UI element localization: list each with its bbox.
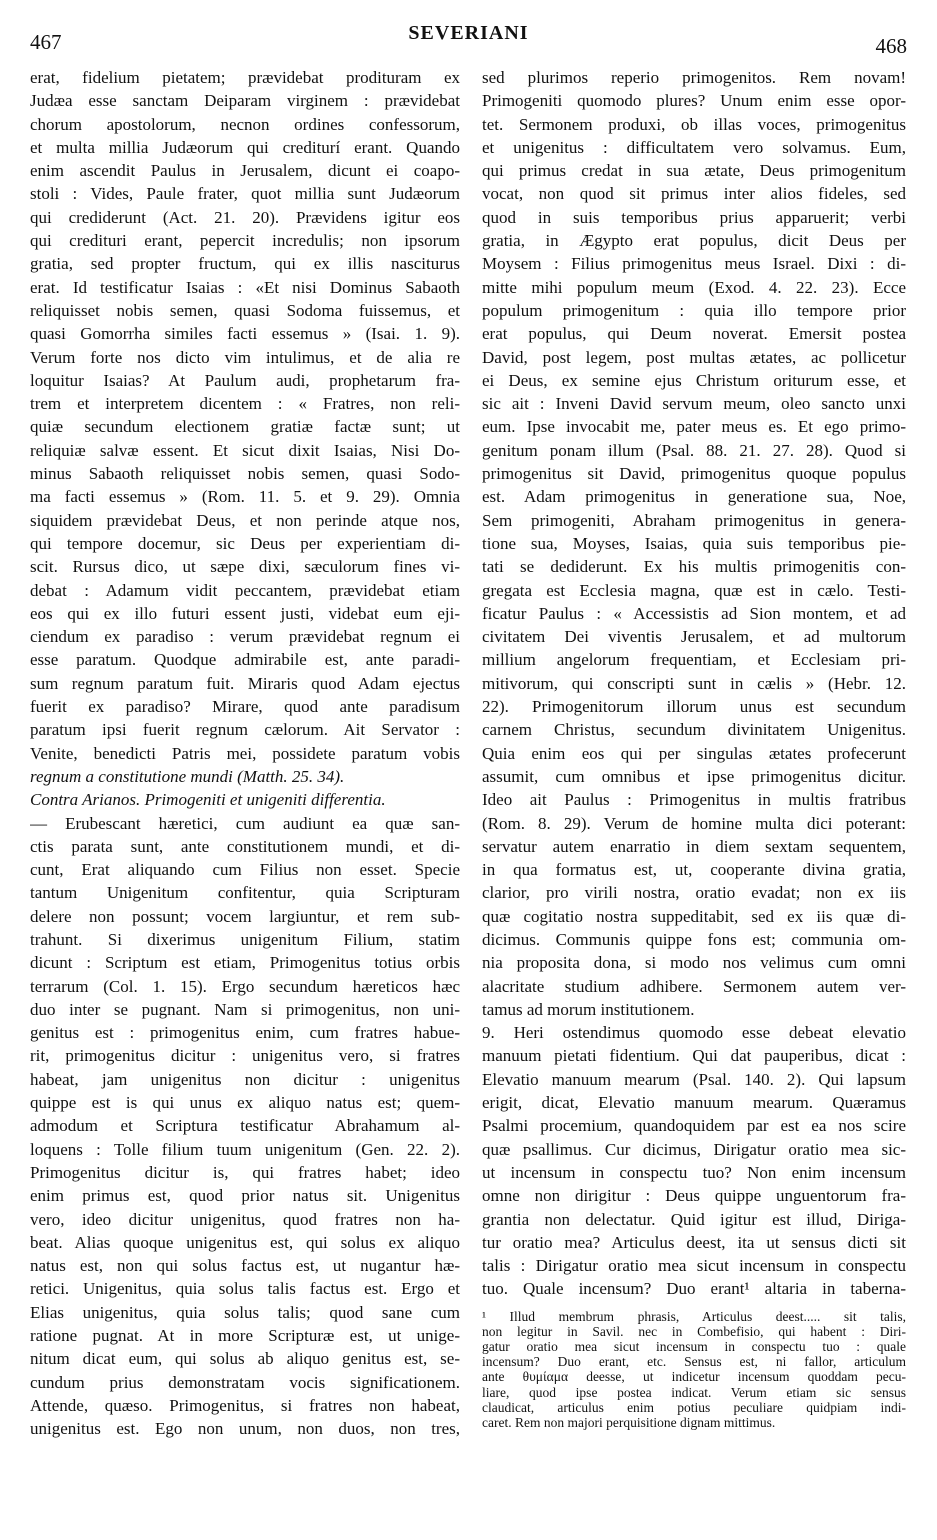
text-line: scit. Rursus dico, ut sæpe dixi, sæculorum fines vi- (30, 557, 460, 577)
text-line: tati se dediderunt. Ex his multis primogenitis con- (482, 557, 906, 577)
text-line: 9. Heri ostendimus quomodo esse debeat elevatio (482, 1023, 906, 1043)
text-line: terrarum (Col. 1. 15). Ergo secundum hæreticos hæc (30, 976, 460, 996)
text-line: eos qui ex illo futuri essent justi, videbat eum eji- (30, 603, 460, 623)
text-line: sed plurimos reperio primogenitos. Rem novam! (482, 68, 906, 87)
text-line: duo inter se pugnant. Nam si primogenitus, non uni- (30, 999, 460, 1019)
text-line: habeat, jam unigenitus non dicitur : unigenitus (30, 1069, 460, 1089)
text-line: quiæ secundum electionem gratiæ factæ sunt; ut (30, 417, 460, 437)
page-header (0, 10, 937, 58)
running-head: SEVERIANI (408, 22, 529, 44)
text-line: vocat, non quod sit primus inter alios fideles, sed (482, 184, 906, 204)
text-line: Elias unigenitus, quia solus talis; quod sane cum (30, 1302, 460, 1322)
text-line: Ideo ait Paulus : Primogenitus in multis fratribus (482, 790, 906, 810)
footnote-line: non legitur in Savil. nec in Combefisio, qui habent : Diri- (482, 1323, 906, 1339)
text-line: esse paratum. Quodque admirabile est, ante paradi- (30, 650, 460, 670)
text-line: Sem primogeniti, Abraham primogenitus in genera- (482, 510, 906, 530)
text-line: ciendum ex paradiso : verum prævidebat regnum ei (30, 627, 460, 647)
right-column (482, 66, 906, 1430)
text-line: tet. Sermonem produxi, ob illas voces, primogenitus (482, 114, 906, 134)
text-line: beat. Alias quoque unigenitus est, qui solus ex aliquo (30, 1232, 460, 1252)
text-line: (Rom. 8. 29). Verum de homine multa dici poterant: (482, 813, 906, 833)
text-line: mitte mihi populum meum (Exod. 4. 22. 23). Ecce (482, 277, 906, 297)
text-line: ei Deus, ex semine ejus Christum oriturum esse, et (482, 370, 906, 390)
text-line: Elevatio manuum mearum (Psal. 140. 2). Qui lapsum (482, 1069, 906, 1089)
text-line: Attende, quæso. Primogenitus, si fratres non habeat, (30, 1395, 460, 1415)
text-line: sum regnum paratum fuit. Miraris quod Adam ejectus (30, 673, 460, 693)
footnote-line: caret. Rem non majori perquisitione dignam mittimus. (482, 1415, 776, 1431)
text-line: millium angelorum frequentiam, et Ecclesiam pri- (482, 650, 906, 670)
text-line: debat : Adamum vidit peccantem, prævidebat etiam (30, 580, 460, 600)
text-line: chorum apostolorum, necnon ordines confessorum, (30, 114, 460, 134)
text-line: ratione pugnat. At in more Scripturæ est, ut unige- (30, 1326, 460, 1346)
text-line: tamus ad morum institutionem. (482, 999, 695, 1019)
text-line: talis : Dirigatur oratio mea sicut incensum in conspectu (482, 1256, 906, 1276)
text-line: reliquisset nobis semen, quasi Sodoma fuissemus, et (30, 300, 460, 320)
text-line: eum. Ipse invocabit me, pater meus es. Et ego primo- (482, 417, 906, 437)
text-line: ma facti essemus » (Rom. 11. 5. et 9. 29). Omnia (30, 487, 460, 507)
text-line: Primogeniti quomodo plures? Unum enim esse opor- (482, 91, 906, 111)
text-line: quod in suis temporibus prius apparuerit; verbi (482, 207, 906, 227)
page-number-right: 468 (875, 34, 907, 58)
text-line: — Erubescant hæretici, cum audiunt ea quæ san- (30, 813, 460, 833)
text-line: Contra Arianos. Primogeniti et unigeniti differentia. (30, 790, 386, 810)
text-line: Quia enim eos qui per singulas ætates profecerunt (482, 743, 906, 763)
left-column (30, 66, 460, 1441)
right-column-text (482, 66, 906, 1301)
text-line: servatur autem enarratio in diem sextam sequentem, (482, 836, 906, 856)
text-line: mitivorum, qui conscripti sunt in cælis » (Hebr. 12. (482, 673, 906, 693)
footnotes (482, 1309, 906, 1431)
text-line: est. Adam primogenitus in generatione sua, Noe, (482, 487, 906, 507)
text-line: tur oratio mea? Articulus deest, ita ut sensus dicti sit (482, 1232, 906, 1252)
text-line: rit, primogenitus dicitur : unigenitus vero, si fratres (30, 1046, 460, 1066)
text-line: tuo. Quale incensum? Duo erant¹ altaria in taberna- (482, 1279, 906, 1299)
text-line: tantum Unigenitum confitentur, quia Scripturam (30, 883, 460, 903)
text-line: qui crediderunt (Act. 21. 20). Prævidens igitur eos (30, 207, 460, 227)
text-line: David, post legem, post multas ætates, ac pollicetur (482, 347, 906, 367)
text-line: cundum prius demonstratam vocis significationem. (30, 1372, 460, 1392)
text-line: erat. Id testificatur Isaias : «Et nisi Dominus Sabaoth (30, 277, 460, 297)
text-line: retici. Unigenitus, quia solus talis factus est. Ergo et (30, 1279, 460, 1299)
text-line: unigenitus est. Ego non unum, non duos, non tres, (30, 1419, 460, 1439)
text-line: omne non dirigitur : Deus quippe unguentorum fra- (482, 1186, 906, 1206)
text-line: ctis parata sunt, ante constitutionem mundi, et di- (30, 836, 460, 856)
text-line: minus Sabaoth reliquisset nobis semen, quasi Sodo- (30, 464, 460, 484)
text-line: populum primogenitum : quia illo tempore prior (482, 300, 906, 320)
text-line: siquidem prævidebat Deus, et non perinde atque nos, (30, 510, 460, 530)
text-line: erat, fidelium pietatem; prævidebat prodituram ex (30, 68, 460, 87)
footnote-line: ¹ Illud membrum phrasis, Articulus deest..... sit talis, (482, 1308, 906, 1324)
text-line: trahunt. Si dixerimus unigenitum Filium, statim (30, 929, 460, 949)
text-line: et multa millia Judæorum qui crediturí erant. Quando (30, 137, 460, 157)
text-line: dicunt : Scriptum est etiam, Primogenitus totius orbis (30, 953, 460, 973)
footnote-line: claudicat, articulus enim potius peculiare quidpiam indi- (482, 1399, 906, 1415)
text-line: 22). Primogenitorum illorum unus est secundum (482, 697, 906, 717)
text-line: gratia, in Ægypto erat populus, dicit Deus per (482, 231, 906, 251)
text-line: et unigenitus : difficultatem vero solvamus. Eum, (482, 137, 906, 157)
text-line: Primogenitus dicitur is, qui fratres habet; ideo (30, 1162, 460, 1182)
text-line: quasi Gomorrha similes facti essemus » (Isai. 1. 9). (30, 324, 460, 344)
text-line: in qua formatus est, ut, cooperante divina gratia, (482, 860, 906, 880)
text-line: quippe est is qui unus ex aliquo natus est; quem- (30, 1093, 460, 1113)
text-line: enim ascendit Paulus in Jerusalem, dicunt ei coapo- (30, 161, 460, 181)
text-line: Psalmi procemium, quandoquidem par est ea nos scire (482, 1116, 906, 1136)
text-line: quæ cogitatio nostra suppeditabit, sed ex iis quæ di- (482, 906, 906, 926)
text-line: alacritate studium adhibere. Sermonem autem ver- (482, 976, 906, 996)
footnote-line: ante θυμίαμα deesse, ut indicetur incensum quoddam pecu- (482, 1369, 906, 1385)
text-line: genitus est : primogenitus enim, cum fratres habue- (30, 1023, 460, 1043)
text-line: ficatur Paulus : « Accessistis ad Sion montem, et ad (482, 603, 906, 623)
text-line: Verum forte nos dicto vim intulimus, et de alia re (30, 347, 460, 367)
text-line: erigit, dicat, Elevatio manuum mearum. Quæramus (482, 1093, 906, 1113)
text-line: civitatem Dei viventis Jerusalem, et ad multorum (482, 627, 906, 647)
text-line: Moysem : Filius primogenitus meus Israel. Dixi : di- (482, 254, 906, 274)
text-line: vero, ideo dicitur unigenitus, quod fratres non ha- (30, 1209, 460, 1229)
text-line: gregata est Ecclesia magna, quæ est in cælo. Testi- (482, 580, 906, 600)
text-line: trem et interpretem dicentem : « Fratres, non reli- (30, 394, 460, 414)
text-line: Judæa esse sanctam Deiparam virginem : prævidebat (30, 91, 460, 111)
text-line: genitum ponam illum (Psal. 88. 21. 27. 28). Quod si (482, 440, 906, 460)
text-line: delere non possunt; vocem largiuntur, et rem sub- (30, 906, 460, 926)
text-line: quæ psallimus. Cur dicimus, Dirigatur oratio mea sic- (482, 1139, 906, 1159)
text-line: qui tempore docemur, sic Deus per experientiam di- (30, 533, 460, 553)
text-line: loquitur Isaias? At Paulum audi, prophetarum fra- (30, 370, 460, 390)
text-line: enim primus est, quod prior natus sit. Unigenitus (30, 1186, 460, 1206)
footnote-line: gatur oratio mea sicut incensum in conspectu tuo : quale (482, 1339, 906, 1355)
text-line: dicimus. Communis quippe fons est; communia om- (482, 929, 906, 949)
text-line: regnum a constitutione mundi (Matth. 25. 34). (30, 766, 345, 786)
text-line: fuerit ex paradiso? Mirare, quod ante paradisum (30, 697, 460, 717)
text-line: tione sua, Moyses, Isaias, quia suis temporibus pie- (482, 533, 906, 553)
footnote-line: liare, quod ipse postea indicat. Verum etiam sic sensus (482, 1384, 906, 1400)
text-line: erat populus, qui Deum noverat. Emersit postea (482, 324, 906, 344)
footnote-line: incensum? Duo erant, etc. Sensus est, ni fallor, articulum (482, 1354, 906, 1370)
text-line: reliquiæ salvæ essent. Et sicut dixit Isaias, Nisi Do- (30, 440, 460, 460)
text-line: carnem Christus, secundum divinitatem Unigenitus. (482, 720, 906, 740)
text-line: primogenitus sit David, primogenitus quoque populus (482, 464, 906, 484)
text-line: nia proposita dona, si modo nos velimus cum omni (482, 953, 906, 973)
page-number-left: 467 (30, 30, 62, 54)
text-line: stoli : Vides, Paule frater, quot millia sunt Judæorum (30, 184, 460, 204)
text-line: qui primus credat in sua ætate, Deus primogenitum (482, 161, 906, 181)
text-line: nitum dicat eum, qui solus ab aliquo genitus est, se- (30, 1349, 460, 1369)
text-line: cunt, Erat aliquando cum Filius non esset. Specie (30, 860, 460, 880)
text-line: ut incensum in conspectu tuo? Non enim incensum (482, 1162, 906, 1182)
text-line: clarior, pro virili nostra, oratio evadat; non ex iis (482, 883, 906, 903)
text-line: assumit, cum omnibus et ipse primogenitus dicitur. (482, 766, 906, 786)
text-line: admodum et Scriptura testificatur Abrahamum al- (30, 1116, 460, 1136)
text-line: gratia, sed propter fructum, qui ex illis nasciturus (30, 254, 460, 274)
text-line: manuum pietati fidentium. Qui dat pauperibus, dicat : (482, 1046, 906, 1066)
text-line: Venite, benedicti Patris mei, possidete paratum vobis (30, 743, 460, 763)
text-line: grantia non delectatur. Quid igitur est illud, Diriga- (482, 1209, 906, 1229)
text-line: qui credituri erant, pepercit incredulis; non ipsorum (30, 231, 460, 251)
text-line: paratum ipsi fuerit regnum cælorum. Ait Servator : (30, 720, 460, 740)
text-line: sic ait : Inveni David servum meum, oleo sancto unxi (482, 394, 906, 414)
text-line: natus est, non qui solus factus est, ut nugantur hæ- (30, 1256, 460, 1276)
text-line: loquens : Tolle filium tuum unigenitum (Gen. 22. 2). (30, 1139, 460, 1159)
